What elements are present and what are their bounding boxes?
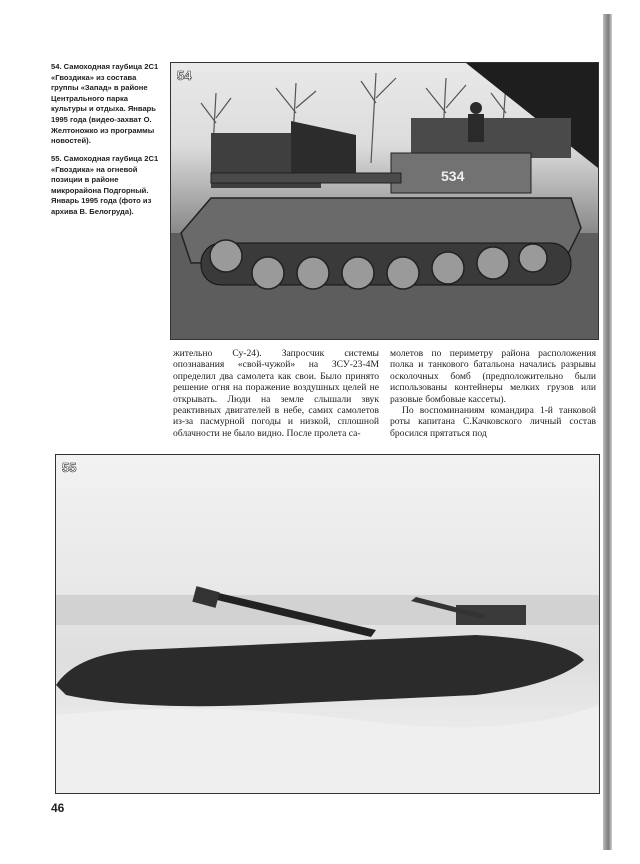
paragraph-right-1: молетов по периметру района расположения полка и танкового батальона начались разрывы осколочных бомб (предположительно были использованы контейнеры мелких грузов или разовые бомбовые кассеты). <box>390 348 596 405</box>
photo-55-number: 55 <box>62 460 77 475</box>
page-spine-shadow <box>603 14 612 850</box>
photo-55-caption: 55. Самоходная гаубица 2С1 «Гвоздика» на огневой позиции в районе микрорайона Подгорный. Январь 1995 года (фото из архива В. Белогруда). <box>51 154 159 216</box>
background-roof <box>291 121 356 173</box>
photo-54-self-propelled-howitzer <box>170 62 599 340</box>
page-number: 46 <box>51 801 65 815</box>
photo-55-howitzer-firing-position <box>55 454 600 794</box>
photo-55-illustration <box>56 455 599 793</box>
earth-embankment <box>56 635 584 706</box>
turret-marking: 534 <box>441 168 465 184</box>
background-structure <box>411 118 571 158</box>
howitzer-barrel <box>211 173 401 183</box>
paragraph-right-2: По воспоминаниям командира 1-й танковой роты капитана С.Качковского личный состав бросился прятаться под <box>390 405 596 439</box>
photo-54-caption: 54. Самоходная гаубица 2С1 «Гвоздика» из состава группы «Запад» в районе Центрального парка культуры и отдыха. Январь 1995 года (видео-захват О. Желтоножко из программы новостей). <box>51 62 159 146</box>
snow-foreground <box>56 705 599 793</box>
paragraph-left: жительно Су-24). Запросчик системы опознавания «свой-чужой» на ЗСУ-23-4М определил два самолета как свои. Было принято решение огня на поражение воздушных целей не открывать. Люди на земле слышали звук реактивных двигателей в небе, самих самолетов из-за пасмурной погоды и низкой, сплошной облачности не было видно. После пролета са- <box>173 348 379 439</box>
article-column-left <box>173 348 379 439</box>
crew-member-body <box>468 114 484 142</box>
photo-54-illustration <box>171 63 598 339</box>
crew-member-head <box>470 102 482 114</box>
article-column-right <box>390 348 596 439</box>
photo-54-number: 54 <box>177 68 192 83</box>
